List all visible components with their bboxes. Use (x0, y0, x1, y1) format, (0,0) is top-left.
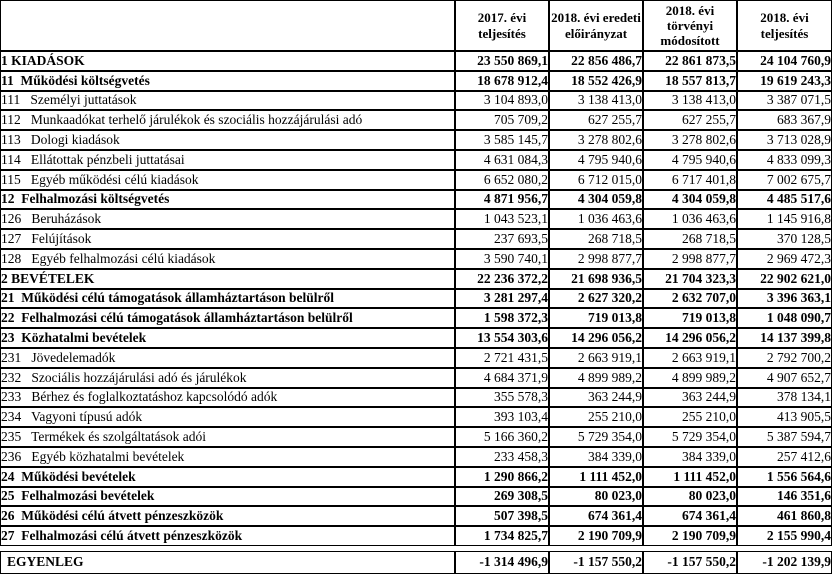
cell-value: 674 361,4 (643, 506, 737, 526)
cell-value: 507 398,5 (455, 506, 549, 526)
cell-value: 3 104 893,0 (455, 91, 549, 111)
cell-value: 1 598 372,3 (455, 308, 549, 328)
row-label: 236 Egyéb közhatalmi bevételek (0, 447, 455, 467)
cell-value: 22 861 873,5 (643, 51, 737, 71)
cell-value: 4 899 989,2 (549, 368, 643, 388)
cell-value: 269 308,5 (455, 487, 549, 507)
cell-value: 363 244,9 (549, 388, 643, 408)
cell-value: 3 585 145,7 (455, 130, 549, 150)
cell-value: 6 712 015,0 (549, 170, 643, 190)
cell-value: 1 556 564,6 (737, 467, 832, 487)
table-body (0, 51, 832, 546)
cell-value: 3 713 028,9 (737, 130, 832, 150)
balance-table (0, 551, 832, 574)
row-label: 112 Munkaadókat terhelő járulékok és szociális hozzájárulási adó (0, 110, 455, 130)
cell-value: 384 339,0 (643, 447, 737, 467)
table-row (0, 130, 832, 150)
cell-value: 2 627 320,2 (549, 289, 643, 309)
cell-value: 146 351,6 (737, 487, 832, 507)
cell-value: 719 013,8 (643, 308, 737, 328)
balance-value: -1 202 139,9 (737, 551, 832, 574)
cell-value: 1 036 463,6 (643, 209, 737, 229)
cell-value: 461 860,8 (737, 506, 832, 526)
cell-value: 21 698 936,5 (549, 269, 643, 289)
cell-value: 2 998 877,7 (643, 249, 737, 269)
cell-value: 1 048 090,7 (737, 308, 832, 328)
cell-value: 6 652 080,2 (455, 170, 549, 190)
cell-value: 3 281 297,4 (455, 289, 549, 309)
cell-value: 2 998 877,7 (549, 249, 643, 269)
row-label: 115 Egyéb működési célú kiadások (0, 170, 455, 190)
table-row (0, 209, 832, 229)
cell-value: 674 361,4 (549, 506, 643, 526)
cell-value: 1 043 523,1 (455, 209, 549, 229)
cell-value: 4 631 084,3 (455, 150, 549, 170)
cell-value: 4 795 940,6 (549, 150, 643, 170)
cell-value: 4 795 940,6 (643, 150, 737, 170)
table-row (0, 348, 832, 368)
cell-value: 1 111 452,0 (643, 467, 737, 487)
table-row (0, 229, 832, 249)
table-row (0, 506, 832, 526)
row-label: 2 BEVÉTELEK (0, 269, 455, 289)
cell-value: 268 718,5 (549, 229, 643, 249)
cell-value: 3 138 413,0 (549, 91, 643, 111)
cell-value: 393 103,4 (455, 407, 549, 427)
cell-value: 2 155 990,4 (737, 526, 832, 546)
row-label: 23 Közhatalmi bevételek (0, 328, 455, 348)
balance-value: -1 157 550,2 (549, 551, 643, 574)
cell-value: 1 145 916,8 (737, 209, 832, 229)
row-label: 111 Személyi juttatások (0, 91, 455, 111)
cell-value: 705 709,2 (455, 110, 549, 130)
table-row (0, 308, 832, 328)
cell-value: 23 550 869,1 (455, 51, 549, 71)
cell-value: 3 278 802,6 (643, 130, 737, 150)
row-label: 126 Beruházások (0, 209, 455, 229)
cell-value: 21 704 323,3 (643, 269, 737, 289)
cell-value: 2 190 709,9 (643, 526, 737, 546)
cell-value: 355 578,3 (455, 388, 549, 408)
cell-value: 2 721 431,5 (455, 348, 549, 368)
row-label: 127 Felújítások (0, 229, 455, 249)
cell-value: 22 856 486,7 (549, 51, 643, 71)
row-label: 27 Felhalmozási célú átvett pénzeszközök (0, 526, 455, 546)
cell-value: 5 387 594,7 (737, 427, 832, 447)
cell-value: 5 729 354,0 (643, 427, 737, 447)
table-row (0, 368, 832, 388)
cell-value: 2 190 709,9 (549, 526, 643, 546)
row-label: 232 Szociális hozzájárulási adó és járulékok (0, 368, 455, 388)
balance-value: -1 314 496,9 (455, 551, 549, 574)
cell-value: 4 485 517,6 (737, 190, 832, 210)
cell-value: 4 833 099,3 (737, 150, 832, 170)
row-label: 231 Jövedelemadók (0, 348, 455, 368)
cell-value: 4 871 956,7 (455, 190, 549, 210)
row-label: 12 Felhalmozási költségvetés (0, 190, 455, 210)
cell-value: 2 632 707,0 (643, 289, 737, 309)
table-row (0, 150, 832, 170)
cell-value: 3 590 740,1 (455, 249, 549, 269)
table-row (0, 388, 832, 408)
cell-value: 14 296 056,2 (643, 328, 737, 348)
row-label: 24 Működési bevételek (0, 467, 455, 487)
table-row (0, 467, 832, 487)
column-header-2018-teljesites: 2018. évi teljesítés (737, 0, 832, 51)
cell-value: 1 290 866,2 (455, 467, 549, 487)
cell-value: 378 134,1 (737, 388, 832, 408)
cell-value: 2 663 919,1 (549, 348, 643, 368)
cell-value: 3 138 413,0 (643, 91, 737, 111)
cell-value: 18 557 813,7 (643, 71, 737, 91)
table-row (0, 289, 832, 309)
row-label: 25 Felhalmozási bevételek (0, 487, 455, 507)
cell-value: 370 128,5 (737, 229, 832, 249)
cell-value: 18 552 426,9 (549, 71, 643, 91)
row-label: 235 Termékek és szolgáltatások adói (0, 427, 455, 447)
cell-value: 14 137 399,8 (737, 328, 832, 348)
row-label: 234 Vagyoni típusú adók (0, 407, 455, 427)
table-row (0, 91, 832, 111)
cell-value: 237 693,5 (455, 229, 549, 249)
cell-value: 18 678 912,4 (455, 71, 549, 91)
cell-value: 3 278 802,6 (549, 130, 643, 150)
cell-value: 2 663 919,1 (643, 348, 737, 368)
row-label: 26 Működési célú átvett pénzeszközök (0, 506, 455, 526)
table-row (0, 110, 832, 130)
cell-value: 4 907 652,7 (737, 368, 832, 388)
row-label: 233 Bérhez és foglalkoztatáshoz kapcsolódó adók (0, 388, 455, 408)
balance-label: EGYENLEG (0, 551, 455, 574)
column-header-2018-torvenyi: 2018. évi törvényi módosított (643, 0, 737, 51)
table-row (0, 487, 832, 507)
table-row (0, 51, 832, 71)
cell-value: 3 387 071,5 (737, 91, 832, 111)
table-row (0, 71, 832, 91)
cell-value: 24 104 760,9 (737, 51, 832, 71)
header-row (0, 0, 832, 51)
cell-value: 80 023,0 (549, 487, 643, 507)
row-label: 128 Egyéb felhalmozási célú kiadások (0, 249, 455, 269)
cell-value: 4 304 059,8 (643, 190, 737, 210)
table-row (0, 269, 832, 289)
row-label: 22 Felhalmozási célú támogatások államháztartáson belülről (0, 308, 455, 328)
row-label: 11 Működési költségvetés (0, 71, 455, 91)
cell-value: 7 002 675,7 (737, 170, 832, 190)
row-label: 113 Dologi kiadások (0, 130, 455, 150)
balance-row (0, 551, 832, 574)
column-header-2017-teljesites: 2017. évi teljesítés (455, 0, 549, 51)
cell-value: 22 902 621,0 (737, 269, 832, 289)
table-row (0, 407, 832, 427)
table-row (0, 328, 832, 348)
cell-value: 3 396 363,1 (737, 289, 832, 309)
cell-value: 4 899 989,2 (643, 368, 737, 388)
table-row (0, 249, 832, 269)
cell-value: 4 684 371,9 (455, 368, 549, 388)
table-row (0, 190, 832, 210)
cell-value: 80 023,0 (643, 487, 737, 507)
cell-value: 1 111 452,0 (549, 467, 643, 487)
cell-value: 257 412,6 (737, 447, 832, 467)
table-header (0, 0, 832, 51)
cell-value: 255 210,0 (549, 407, 643, 427)
column-header-2018-eredeti: 2018. évi eredeti előirányzat (549, 0, 643, 51)
cell-value: 719 013,8 (549, 308, 643, 328)
cell-value: 233 458,3 (455, 447, 549, 467)
table-row (0, 170, 832, 190)
cell-value: 384 339,0 (549, 447, 643, 467)
cell-value: 6 717 401,8 (643, 170, 737, 190)
corner-cell (0, 0, 455, 51)
cell-value: 14 296 056,2 (549, 328, 643, 348)
cell-value: 1 734 825,7 (455, 526, 549, 546)
row-label: 114 Ellátottak pénzbeli juttatásai (0, 150, 455, 170)
cell-value: 5 166 360,2 (455, 427, 549, 447)
cell-value: 268 718,5 (643, 229, 737, 249)
cell-value: 22 236 372,2 (455, 269, 549, 289)
cell-value: 5 729 354,0 (549, 427, 643, 447)
row-label: 21 Működési célú támogatások államháztartáson belülről (0, 289, 455, 309)
cell-value: 4 304 059,8 (549, 190, 643, 210)
cell-value: 683 367,9 (737, 110, 832, 130)
cell-value: 363 244,9 (643, 388, 737, 408)
table-row (0, 526, 832, 546)
cell-value: 255 210,0 (643, 407, 737, 427)
cell-value: 413 905,5 (737, 407, 832, 427)
cell-value: 2 969 472,3 (737, 249, 832, 269)
cell-value: 1 036 463,6 (549, 209, 643, 229)
cell-value: 627 255,7 (549, 110, 643, 130)
cell-value: 13 554 303,6 (455, 328, 549, 348)
cell-value: 2 792 700,2 (737, 348, 832, 368)
table-row (0, 447, 832, 467)
cell-value: 19 619 243,3 (737, 71, 832, 91)
balance-value: -1 157 550,2 (643, 551, 737, 574)
row-label: 1 KIADÁSOK (0, 51, 455, 71)
cell-value: 627 255,7 (643, 110, 737, 130)
table-row (0, 427, 832, 447)
